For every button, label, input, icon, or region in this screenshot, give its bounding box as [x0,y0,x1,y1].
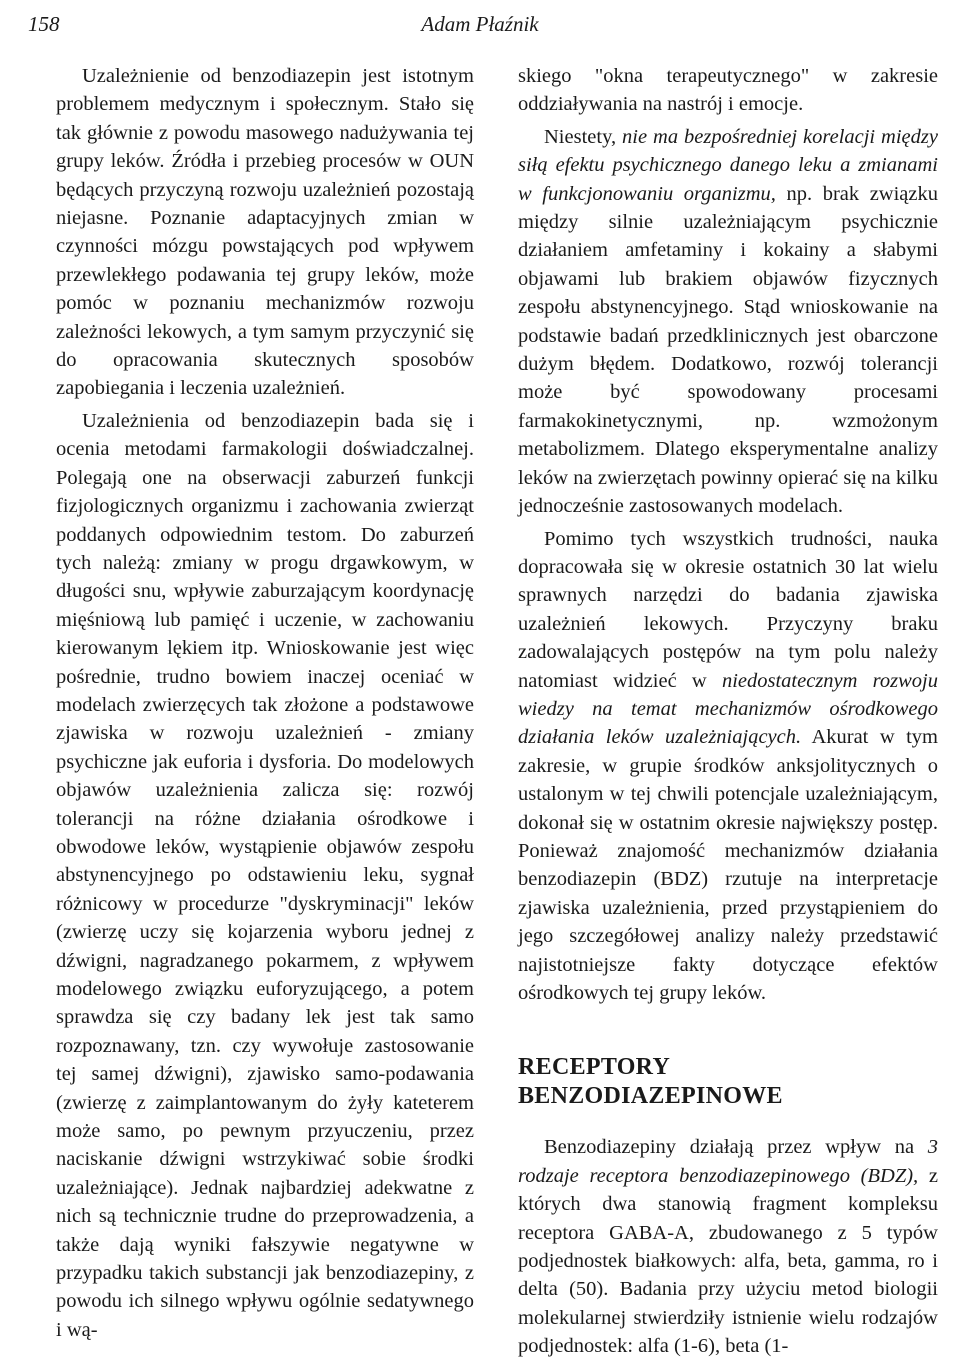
section-heading-line: BENZODIAZEPINOWE [518,1083,783,1110]
text-run: np. brak związku między silnie uzależniającym psychicznie działaniem amfetaminy i kokainy a słabymi objawami lub brakiem objawów fizycznych zespołu abstynencyjnego. Stąd wnioskowanie na podstawie badań przedklinicznych jest obarczone dużym błędem. Dodatkowo, rozwój tolerancji może być spowodowany procesami farmakokinetycznymi, np. wzmożonym metabolizmem. Dlatego eksperymentalne analizy leków na zwierzętach powinny opierać się na kilku jednocześnie zastosowanych modelach. [518,182,939,518]
section-heading [518,1053,938,1111]
paragraph: Uzależnienia od benzodiazepin bada się i ocenia metodami farmakologii doświadczalnej. Polegają one na obserwacji zaburzeń funkcji fizjologicznych organizmu i zachowania zwierząt poddanych odpowiednim testom. Do zaburzeń tych należą: zmiany w progu drgawkowym, w długości snu, wpływie zaburzającym koordynację mięśniową lub pamięć i uczenie, w zachowaniu kierowanym lękiem itp. Wnioskowanie jest więc pośrednie, trudno bowiem inaczej oceniać w modelach zwierzęcych tak złożone a podstawowe zjawiska w rozwoju uzależnień - zmiany psychiczne jak euforia i dysforia. Do modelowych objawów uzależnienia zalicza się: rozwój tolerancji na różne działania ośrodkowe i obwodowe leków, wystąpienie objawów zespołu abstynencyjnego po odstawieniu leku, sygnał różnicowy w procedurze "dyskryminacji" leków (zwierzę uczy się kojarzenia wyboru jednej z dźwigni, nagradzanego pokarmem, z wpływem modelowego związku euforyzującego, a potem sprawdza się czy badany lek jest tak samo rozpoznawany, tzn. czy wywołuje zastosowanie tej samej dźwigni), zjawisko samo-podawania (zwierzę z zaimplantowanym do żyły kateterem może samo, po pewnym przyuczeniu, przez naciskanie dźwigni wstrzykiwać sobie środki uzależniające). Jednak najbardziej adekwatne z nich są technicznie trudne do przeprowadzenia, a także dają wyniki fałszywie negatywne w przypadku takich substancji jak benzodiazepiny, z powodu ich silnego wpływu ogólnie sedatywnego i wą- [56,409,474,1341]
section-heading-line: RECEPTORY [518,1054,671,1081]
text-run: Benzodiazepiny działają przez wpływ na [544,1136,928,1159]
paragraph [518,123,938,521]
right-column [518,62,938,1365]
page-number: 158 [28,12,60,36]
emphasis-text: niedostatecznym rozwoju wiedzy na temat mechanizmów ośrodkowego działania leków uzależniających. [518,669,938,749]
emphasis-text: nie ma bezpośredniej korelacji między siłą efektu psychicznego danego leku a zmianami w funkcjonowaniu organizmu, [518,125,938,205]
text-run: z których dwa stanowią fragment kompleksu receptora GABA-A, zbudowanego z 5 typów podjednostek białkowych: alfa, beta, gamma, ro i delta (50). Badania przy użyciu metod biologii molekularnej stwierdziły istnienie wielu rodzajów podjednostek: alfa (1-6), beta (1- [518,1164,938,1358]
paragraph: skiego "okna terapeutycznego" w zakresie oddziaływania na nastrój i emocje. [518,65,938,116]
text-run: Niestety, [544,125,623,148]
running-head [28,12,932,40]
text-run: Pomimo tych wszystkich trudności, nauka dopracowała się w okresie ostatnich 30 lat wielu sprawnych narzędzi do badania zjawiska uzależnień lekowych. Przyczyny braku zadowalających postępów na tym polu należy natomiast widzieć w [518,527,938,692]
left-column [56,62,474,1348]
text-run: Akurat w tym zakresie, w grupie środków anksjolitycznych o ustalonym w tej chwili potencjale uzależniającym, dokonał się w ostatnim okresie największy postęp. Ponieważ znajomość mechanizmów działania benzodiazepin (BDZ) rzutuje na interpretacje zjawiska uzależnienia, przed przystąpieniem do jego szczegółowej analizy należy przedstawić najistotniejsze fakty dotyczące efektów ośrodkowych tej grupy leków. [518,726,938,1004]
paragraph: Uzależnienie od benzodiazepin jest istotnym problemem medycznym i społecznym. Stało się tak głównie z powodu masowego nadużywania tej grupy leków. Źródła i przebieg procesów w OUN będących przyczyną rozwoju uzależnień pozostają niejasne. Poznanie adaptacyjnych zmian w czynności mózgu powstających pod wpływem przewlekłego podawania tej grupy leków, może pomóc w poznaniu mechanizmów rozwoju zależności lekowych, a tym samym przyczynić się do opracowania skutecznych sposobów zapobiegania i leczenia uzależnień. [56,65,474,400]
paragraph [518,1133,938,1360]
paragraph [518,525,938,1008]
running-head-author: Adam Płaźnik [421,12,539,36]
emphasis-text: 3 rodzaje receptora benzodiazepinowego (BDZ), [518,1136,938,1187]
